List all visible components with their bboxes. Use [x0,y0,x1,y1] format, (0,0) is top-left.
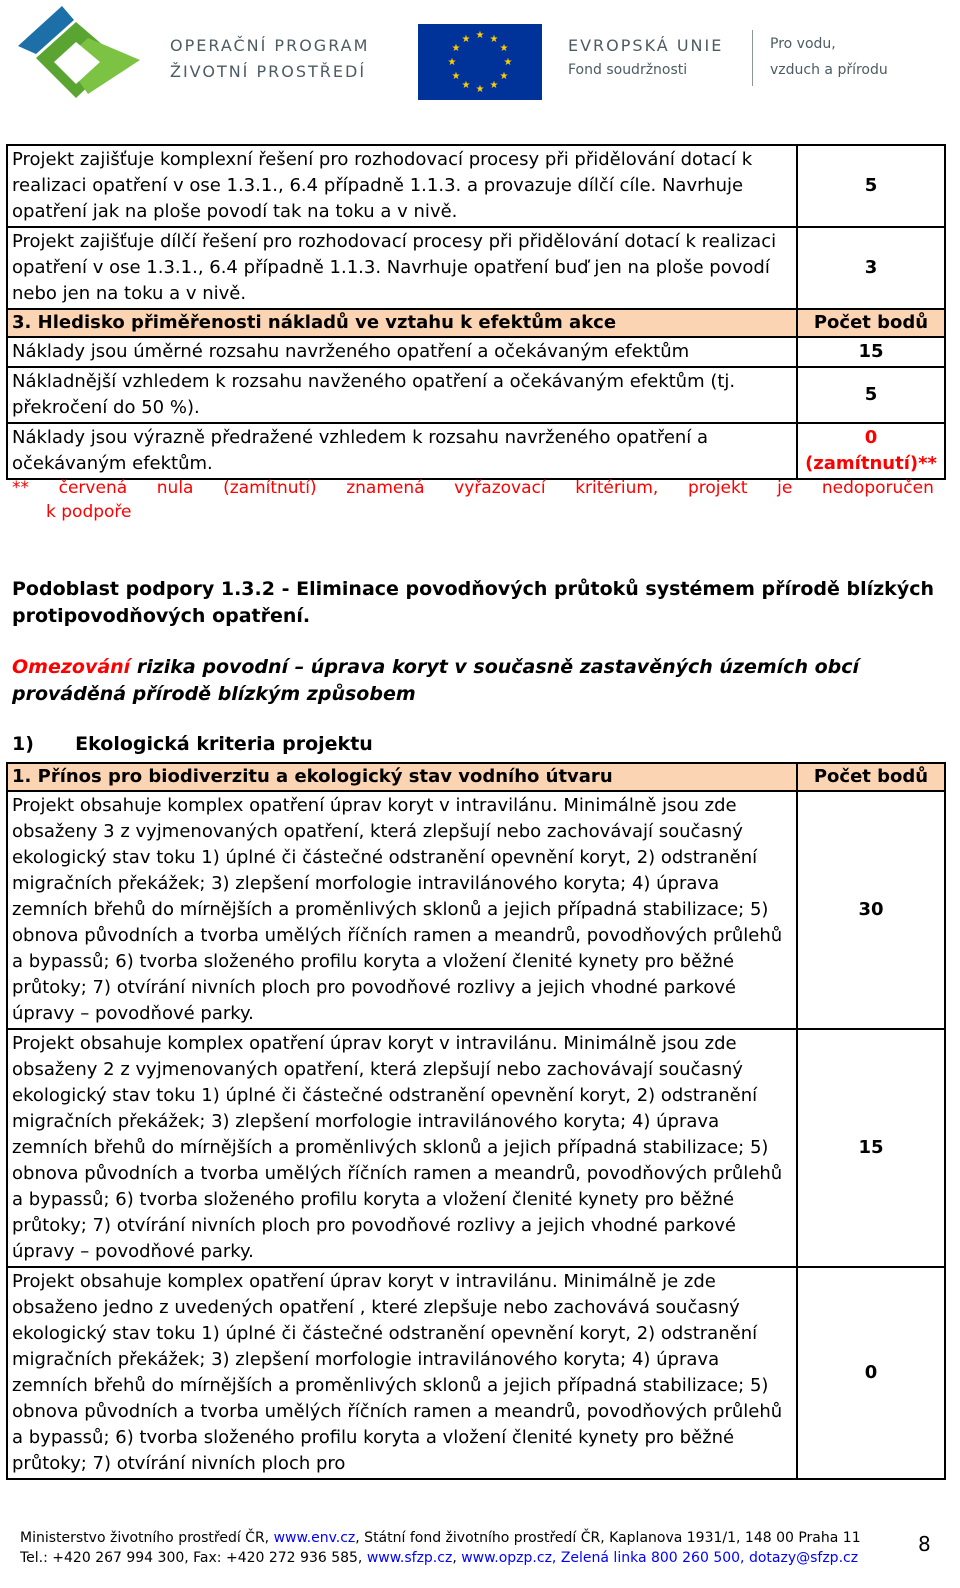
footnote-word: vyřazovací [454,478,546,498]
email-link[interactable]: dotazy@sfzp.cz [748,1550,859,1566]
footnote-word: znamená [346,478,425,498]
table-row [7,145,945,227]
criterion-points: 15 [797,1029,945,1267]
criterion-text: Nákladnější vzhledem k rozsahu navženého opatření a očekávaným efektům (tj. překročení do 50 %). [7,367,797,423]
table-row [7,423,945,479]
eu-fund: Fond soudržnosti [568,62,688,78]
measure-title [12,654,934,708]
criterion-text: Projekt obsahuje komplex opatření úprav koryt v intravilánu. Minimálně je zde obsaženo jedno z uvedených opatření , které zlepšuje nebo zachovává současný ekologický stav toku 1) úplné či částečné odstranění opevnění koryt, 2) odstranění migračních překážek; 3) zlepšení morfologie intravilánového koryta; 4) úprava zemních břehů do mírnějších a proměnlivých sklonů a jejich případná stabilizace; 5) obnova původních a tvorba umělých říčních ramen a meandrů, povodňových průlehů a bypassů; 6) tvorba složeného profilu koryta a vložení členité kynety pro běžné průtoky; 7) otvírání nivních ploch pro [7,1267,797,1479]
footnote-word: projekt [687,478,748,498]
opz-title-line2: ŽIVOTNÍ PROSTŘEDÍ [170,62,367,81]
section-title: Ekologická kriteria projektu [75,733,373,755]
eu-flag-icon [418,24,542,100]
sfzp-link[interactable]: www.sfzp.cz [366,1550,453,1566]
svg-text:★: ★ [489,80,499,91]
svg-text:★: ★ [499,43,509,54]
measure-title-first-word: Omezování [12,656,131,678]
section-number: 1) [12,733,34,755]
svg-text:★: ★ [461,80,471,91]
svg-text:★: ★ [499,71,509,82]
footnote-line1 [12,476,934,500]
footnote-word: (zamítnutí) [223,478,317,498]
table-header-row [7,763,945,791]
footnote-word: ** [12,478,29,498]
footer-text: Ministerstvo životního prostředí ČR, [20,1530,274,1546]
criterion-points: 30 [797,791,945,1029]
svg-text:★: ★ [447,57,457,68]
svg-text:★: ★ [461,34,471,45]
footnote-word: nedoporučen [821,478,934,498]
criterion-text: Projekt zajišťuje dílčí řešení pro rozhodovací procesy při přidělování dotací k realizaci opatření v ose 1.3.1., 6.4 případně 1.1.3. Navrhuje opatření buď jen na ploše povodí nebo jen na toku a v nivě. [7,227,797,309]
motto-line1: Pro vodu, [770,36,836,52]
footer-text: Tel.: +420 267 994 300, Fax: +420 272 936 585, [20,1550,367,1566]
table-row [7,337,945,367]
opz-title-line1: OPERAČNÍ PROGRAM [170,36,370,55]
svg-text:★: ★ [489,34,499,45]
points-rejection-note: (zamítnutí)** [805,453,937,474]
criterion-points: 0 [797,1267,945,1479]
criterion-points: 3 [797,227,945,309]
svg-text:★: ★ [475,84,485,95]
criteria-table-2 [6,762,946,1480]
table-row [7,791,945,1029]
table-row [7,367,945,423]
footer-text: , Státní fond životního prostředí ČR, Kaplanova 1931/1, 148 00 Praha 11 [355,1530,861,1546]
footnote-word: kritérium, [575,478,659,498]
criterion-points: 5 [797,145,945,227]
criterion-text: Projekt zajišťuje komplexní řešení pro rozhodovací procesy při přidělování dotací k realizaci opatření v ose 1.3.1., 6.4 případně 1.1.3. a provazuje dílčí cíle. Navrhuje opatření jak na ploše povodí tak na toku a v nivě. [7,145,797,227]
measure-title-rest: rizika povodní – úprava koryt v současně zastavěných územích obcí prováděná přírodě blízkým způsobem [12,656,860,705]
criterion-points: 5 [797,367,945,423]
criterion-text: Náklady jsou výrazně předražené vzhledem k rozsahu navrženého opatření a očekávaným efektům. [7,423,797,479]
rejection-footnote [12,476,934,524]
criterion-text: Projekt obsahuje komplex opatření úprav koryt v intravilánu. Minimálně jsou zde obsaženy 3 z vyjmenovaných opatření, která zlepšují nebo zachovávají současný ekologický stav toku 1) úplné či částečné odstranění opevnění koryt, 2) odstranění migračních překážek; 3) zlepšení morfologie intravilánového koryta; 4) úprava zemních břehů do mírnějších a proměnlivých sklonů a jejich případná stabilizace; 5) obnova původních a tvorba umělých říčních ramen a meandrů, povodňových průlehů a bypassů; 6) tvorba složeného profilu koryta a vložení členité kynety pro běžné průtoky; 7) otvírání nivních ploch pro povodňové rozlivy a jejich vhodné parkové úpravy – povodňové parky. [7,791,797,1029]
table-header-row [7,309,945,337]
page-header [0,0,960,120]
points-heading: Počet bodů [797,309,945,337]
env-link[interactable]: www.env.cz [273,1530,356,1546]
table-row [7,227,945,309]
criteria-table-1 [6,144,946,480]
criterion-heading: 1. Přínos pro biodiverzitu a ekologický stav vodního útvaru [7,763,797,791]
svg-text:★: ★ [475,30,485,41]
subarea-title: Podoblast podpory 1.3.2 - Eliminace povodňových průtoků systémem přírodě blízkých protipovodňových opatření. [12,578,934,627]
footnote-word: nula [156,478,194,498]
header-divider [752,30,753,86]
opzp-logo-icon [14,6,154,106]
footer-line1 [20,1528,940,1548]
criterion-heading: 3. Hledisko přiměřenosti nákladů ve vztahu k efektům akce [7,309,797,337]
svg-text:★: ★ [451,71,461,82]
green-line-text: , Zelená linka 800 260 500, [551,1550,749,1566]
footnote-word: je [777,478,793,498]
eu-title: EVROPSKÁ UNIE [568,36,724,55]
criterion-points: 15 [797,337,945,367]
page-footer [20,1528,940,1568]
page-number: 8 [918,1532,931,1556]
motto-line2: vzduch a přírodu [770,62,888,78]
criterion-points [797,423,945,479]
footnote-line2: k podpoře [46,502,132,522]
points-heading: Počet bodů [797,763,945,791]
opzp-link[interactable]: www.opzp.cz [461,1550,552,1566]
criterion-text: Projekt obsahuje komplex opatření úprav koryt v intravilánu. Minimálně jsou zde obsaženy 2 z vyjmenovaných opatření, která zlepšují nebo zachovávají současný ekologický stav toku 1) úplné či částečné odstranění opevnění koryt, 2) odstranění migračních překážek; 3) zlepšení morfologie intravilánového koryta; 4) úprava zemních břehů do mírnějších a proměnlivých sklonů a jejich případná stabilizace; 5) obnova původních a tvorba umělých říčních ramen a meandrů, povodňových průlehů a bypassů; 6) tvorba složeného profilu koryta a vložení členité kynety pro běžné průtoky; 7) otvírání nivních ploch pro povodňové rozlivy a jejich vhodné parkové úpravy – povodňové parky. [7,1029,797,1267]
table-row [7,1267,945,1479]
svg-text:★: ★ [503,57,513,68]
footer-text: , [452,1550,462,1566]
svg-text:★: ★ [451,43,461,54]
footer-line2 [20,1548,940,1568]
section-heading [12,733,373,755]
points-value: 0 [864,427,878,448]
criterion-text: Náklady jsou úměrné rozsahu navrženého opatření a očekávaným efektům [7,337,797,367]
table-row [7,1029,945,1267]
footnote-word: červená [58,478,128,498]
